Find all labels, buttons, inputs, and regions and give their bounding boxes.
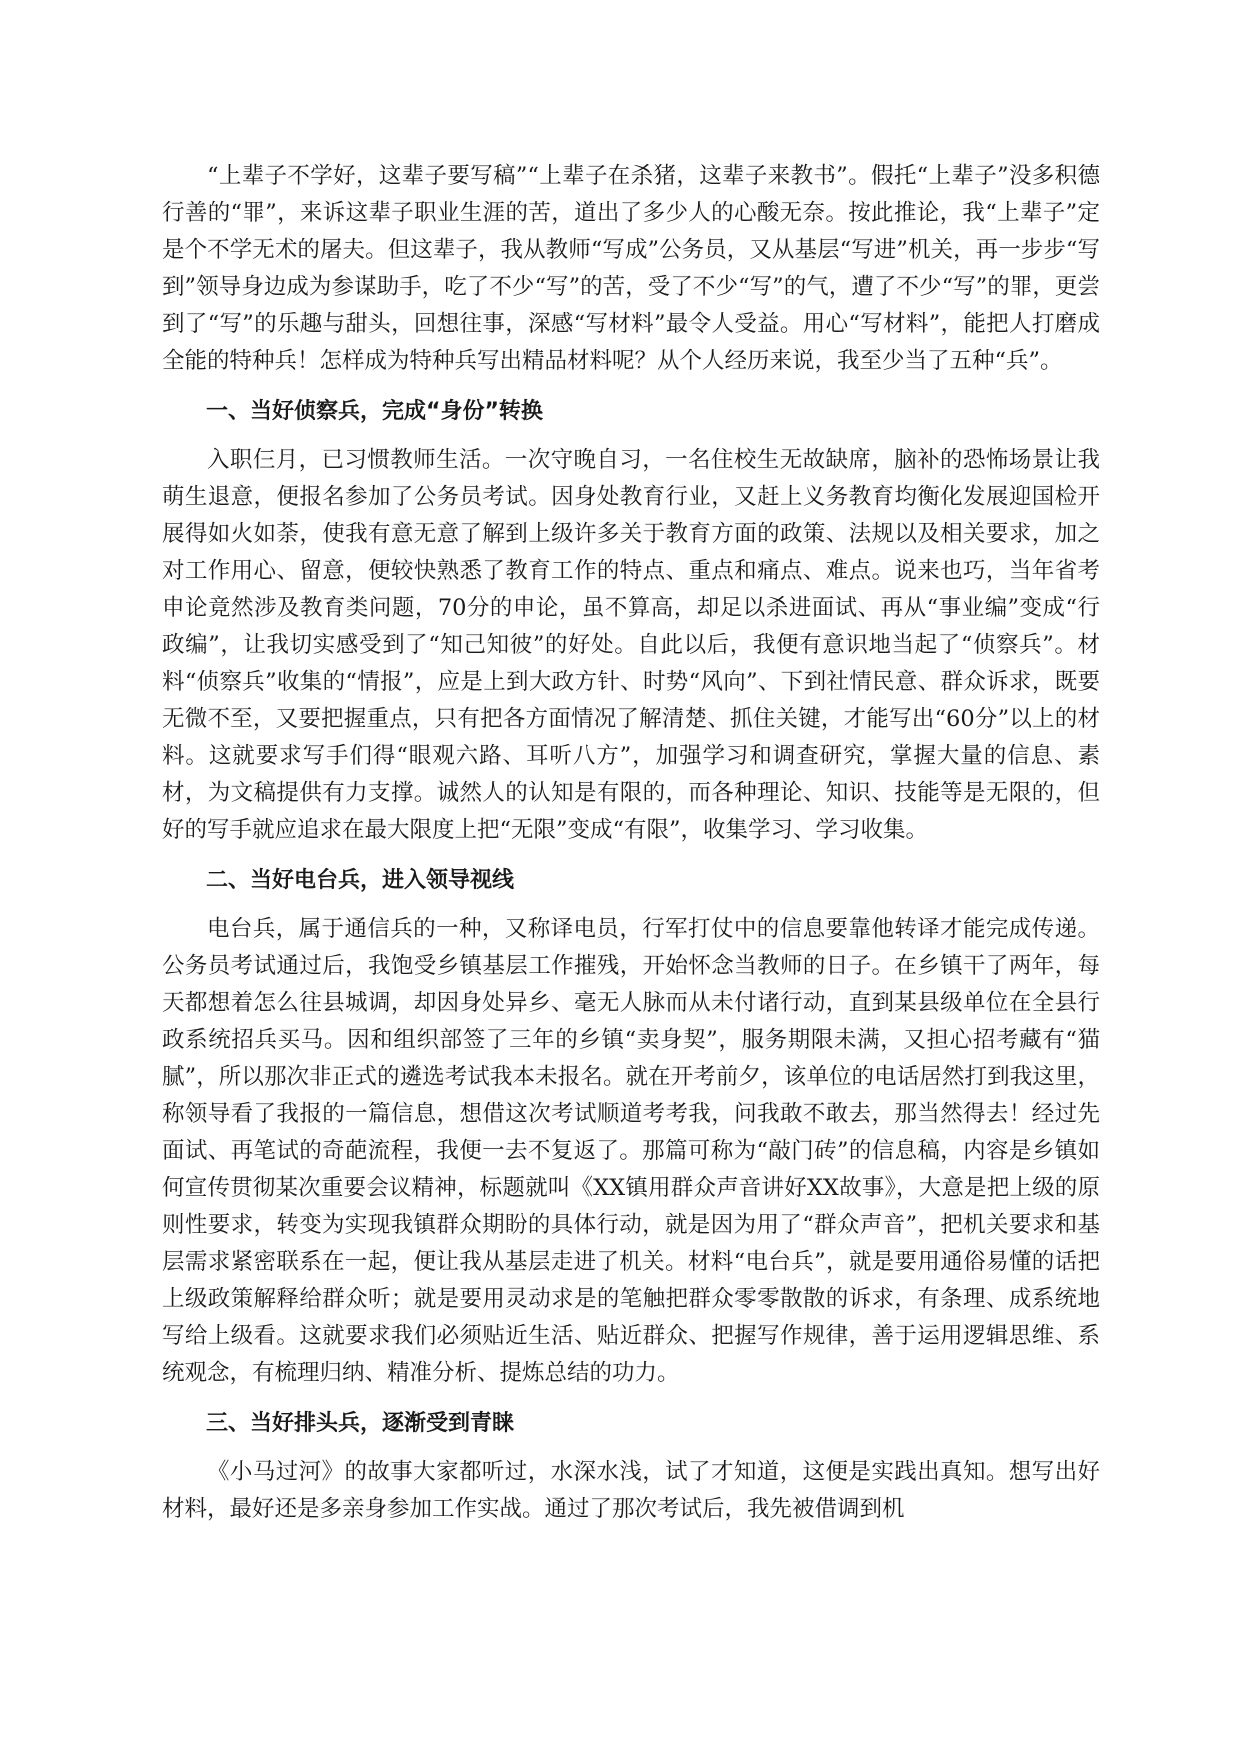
section-2-heading: 二、当好电台兵，进入领导视线 bbox=[206, 868, 515, 893]
section-3-body: 《小马过河》的故事大家都听过，水深水浅，试了才知道，这便是实践出真知。想写出好材料，最好还是多亲身参加工作实战。通过了那次考试后，我先被借调到机 bbox=[162, 1459, 1100, 1522]
document-page bbox=[162, 158, 1100, 1528]
section-1-heading: 一、当好侦察兵，完成“身份”转换 bbox=[206, 399, 543, 424]
section-3 bbox=[162, 1408, 1100, 1528]
intro-paragraph: “上辈子不学好，这辈子要写稿”“上辈子在杀猪，这辈子来教书”。假托“上辈子”没多积德行善的“罪”，来诉这辈子职业生涯的苦，道出了多少人的心酸无奈。按此推论，我“上辈子”定是个不学无术的屠夫。但这辈子，我从教师“写成”公务员，又从基层“写进”机关，再一步步“写到”领导身边成为参谋助手，吃了不少“写”的苦，受了不少“写”的气，遭了不少“写”的罪，更尝到了“写”的乐趣与甜头，回想往事，深感“写材料”最令人受益。用心“写材料”，能把人打磨成全能的特种兵！怎样成为特种兵写出精品材料呢？从个人经历来说，我至少当了五种“兵”。 bbox=[162, 163, 1100, 374]
section-2-body: 电台兵，属于通信兵的一种，又称译电员，行军打仗中的信息要靠他转译才能完成传递。公务员考试通过后，我饱受乡镇基层工作摧残，开始怀念当教师的日子。在乡镇干了两年，每天都想着怎么往县城调，却因身处异乡、毫无人脉而从未付诸行动，直到某县级单位在全县行政系统招兵买马。因和组织部签了三年的乡镇“卖身契”，服务期限未满，又担心招考藏有“猫腻”，所以那次非正式的遴选考试我本未报名。就在开考前夕，该单位的电话居然打到我这里，称领导看了我报的一篇信息，想借这次考试顺道考考我，问我敢不敢去，那当然得去！经过先面试、再笔试的奇葩流程，我便一去不复返了。那篇可称为“敲门砖”的信息稿，内容是乡镇如何宣传贯彻某次重要会议精神，标题就叫《XX镇用群众声音讲好XX故事》，大意是把上级的原则性要求，转变为实现我镇群众期盼的具体行动，就是因为用了“群众声音”，把机关要求和基层需求紧密联系在一起，便让我从基层走进了机关。材料“电台兵”，就是要用通俗易懂的话把上级政策解释给群众听；就是要用灵动求是的笔触把群众零零散散的诉求，有条理、成系统地写给上级看。这就要求我们必须贴近生活、贴近群众、把握写作规律，善于运用逻辑思维、系统观念，有梳理归纳、精准分析、提炼总结的功力。 bbox=[162, 916, 1100, 1386]
section-1-body: 入职仨月，已习惯教师生活。一次守晚自习，一名住校生无故缺席，脑补的恐怖场景让我萌生退意，便报名参加了公务员考试。因身处教育行业，又赶上义务教育均衡化发展迎国检开展得如火如荼，使我有意无意了解到上级许多关于教育方面的政策、法规以及相关要求，加之对工作用心、留意，便较快熟悉了教育工作的特点、重点和痛点、难点。说来也巧，当年省考申论竟然涉及教育类问题，70分的申论，虽不算高，却足以杀进面试、再从“事业编”变成“行政编”，让我切实感受到了“知己知彼”的好处。自此以后，我便有意识地当起了“侦察兵”。材料“侦察兵”收集的“情报”，应是上到大政方针、时势“风向”、下到社情民意、群众诉求，既要无微不至，又要把握重点，只有把各方面情况了解清楚、抓住关键，才能写出“60分”以上的材料。这就要求写手们得“眼观六路、耳听八方”，加强学习和调查研究，掌握大量的信息、素材，为文稿提供有力支撑。诚然人的认知是有限的，而各种理论、知识、技能等是无限的，但好的写手就应追求在最大限度上把“无限”变成“有限”，收集学习、学习收集。 bbox=[162, 447, 1100, 843]
section-3-heading: 三、当好排头兵，逐渐受到青睐 bbox=[206, 1411, 515, 1436]
section-2 bbox=[162, 865, 1100, 1392]
section-1 bbox=[162, 396, 1100, 849]
